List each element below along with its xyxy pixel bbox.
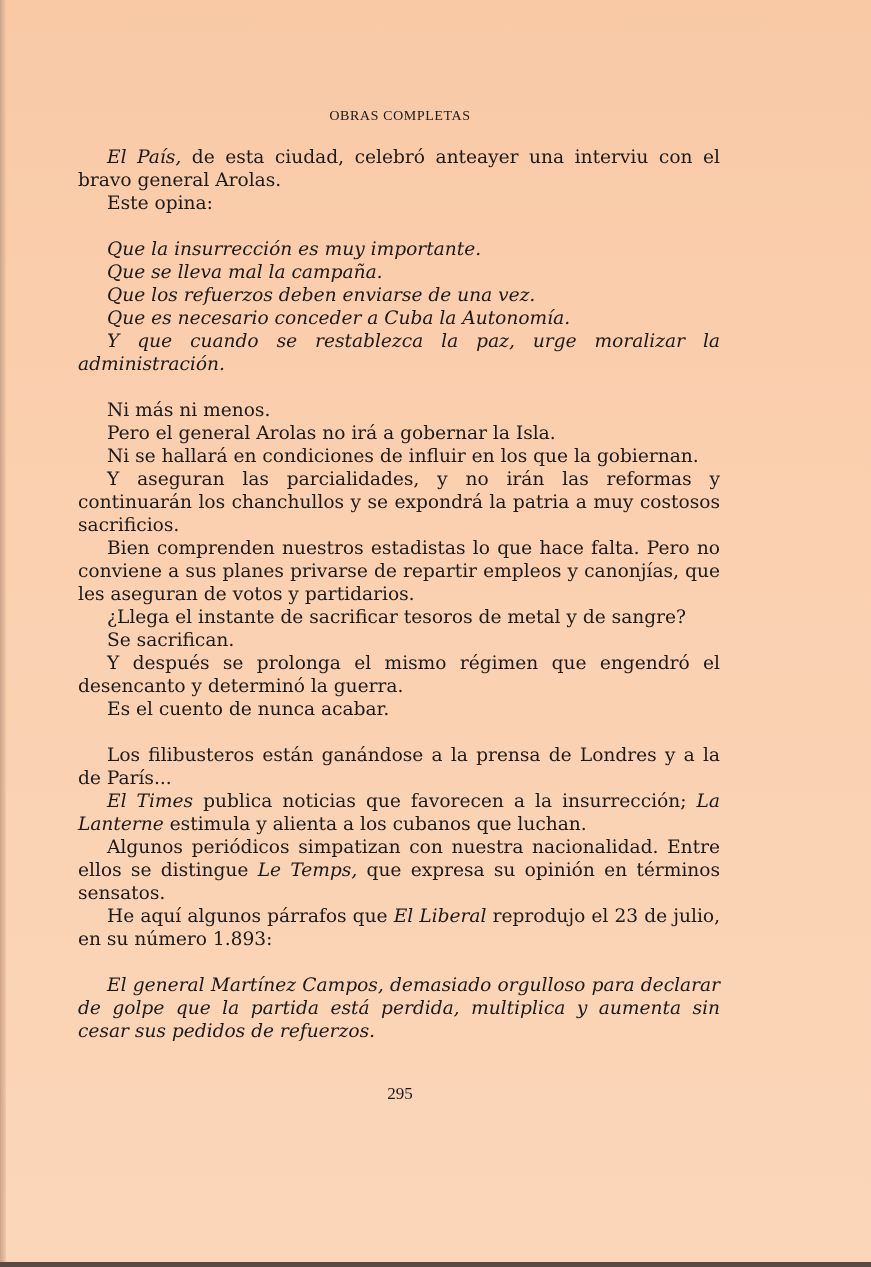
- paragraph-filibusteros: Los filibusteros están ganándose a la prensa de Londres y a la de París...: [78, 745, 720, 789]
- paragraph: Pero el general Arolas no irá a gobernar la Isla.: [107, 423, 556, 444]
- paragraph: Ni más ni menos.: [107, 400, 271, 421]
- paragraph: Bien comprenden nuestros estadistas lo que hace falta. Pero no conviene a sus planes privarse de repartir empleos y canonjías, que les aseguran de votos y partidarios.: [78, 538, 720, 605]
- quote-line: Que la insurrección es muy importante.: [107, 239, 482, 260]
- paragraph-em: Le Temps,: [257, 860, 358, 881]
- paragraph-el-pais: [78, 146, 720, 192]
- quote-line: Que los refuerzos deben enviarse de una vez.: [107, 285, 536, 306]
- quote-line: Que es necesario conceder a Cuba la Autonomía.: [107, 308, 571, 329]
- paragraph: Se sacrifican.: [107, 630, 235, 651]
- paragraph: Ni se hallará en condiciones de influir en los que la gobiernan.: [107, 446, 699, 467]
- page-number: 295: [387, 1084, 413, 1103]
- paragraph: ¿Llega el instante de sacrificar tesoros de metal y de sangre?: [107, 607, 687, 628]
- paragraph-em: El Liberal: [393, 906, 487, 927]
- paragraph-este-opina: Este opina:: [107, 193, 213, 214]
- paragraph-text: publica noticias que favorecen a la insurrección;: [193, 791, 697, 812]
- paragraph-text: He aquí algunos párrafos que: [107, 906, 394, 927]
- section-gap: [78, 721, 720, 744]
- paragraph: Y después se prolonga el mismo régimen que engendró el desencanto y determinó la guerra.: [78, 653, 720, 697]
- page-bottom-edge: [0, 1262, 871, 1267]
- paragraph: Y aseguran las parcialidades, y no irán las reformas y continuarán los chanchullos y se expondrá la patria a muy costosos sacrificios.: [78, 469, 720, 536]
- quote-line: Y que cuando se restablezca la paz, urge moralizar la administración.: [78, 331, 720, 375]
- paragraph-text: estimula y alienta a los cubanos que luchan.: [163, 814, 587, 835]
- paragraph-em: El Times: [107, 791, 194, 812]
- paragraph: Es el cuento de nunca acabar.: [107, 699, 390, 720]
- section-gap: [78, 376, 720, 399]
- page-shadow-edge: [0, 0, 6, 1267]
- paragraph-text: Algunos periódicos simpatizan con nuestra nacionalidad. Entre ellos se distingue: [78, 837, 720, 881]
- paragraph-em: El País,: [107, 147, 182, 168]
- section-gap: [78, 215, 720, 238]
- quote-martinez-campos: El general Martínez Campos, demasiado orgulloso para declarar de golpe que la partida está perdida, multiplica y aumenta sin cesar sus pedidos de refuerzos.: [78, 975, 720, 1042]
- paragraph-em: La Lanterne: [78, 791, 720, 835]
- paragraph-liberal: [78, 905, 720, 951]
- quote-line: Que se lleva mal la campaña.: [107, 262, 383, 283]
- section-gap: [78, 951, 720, 974]
- paragraph-times: [78, 790, 720, 836]
- page-body: [78, 146, 720, 1043]
- paragraph-text: de esta ciudad, celebró anteayer una interviu con el bravo general Arolas.: [78, 147, 720, 191]
- paragraph-temps: [78, 836, 720, 905]
- paragraph-text: que expresa su opinión en términos sensatos.: [78, 860, 721, 904]
- running-header: OBRAS COMPLETAS: [329, 109, 471, 124]
- paragraph-text: reprodujo el 23 de julio, en su número 1.893:: [78, 906, 720, 950]
